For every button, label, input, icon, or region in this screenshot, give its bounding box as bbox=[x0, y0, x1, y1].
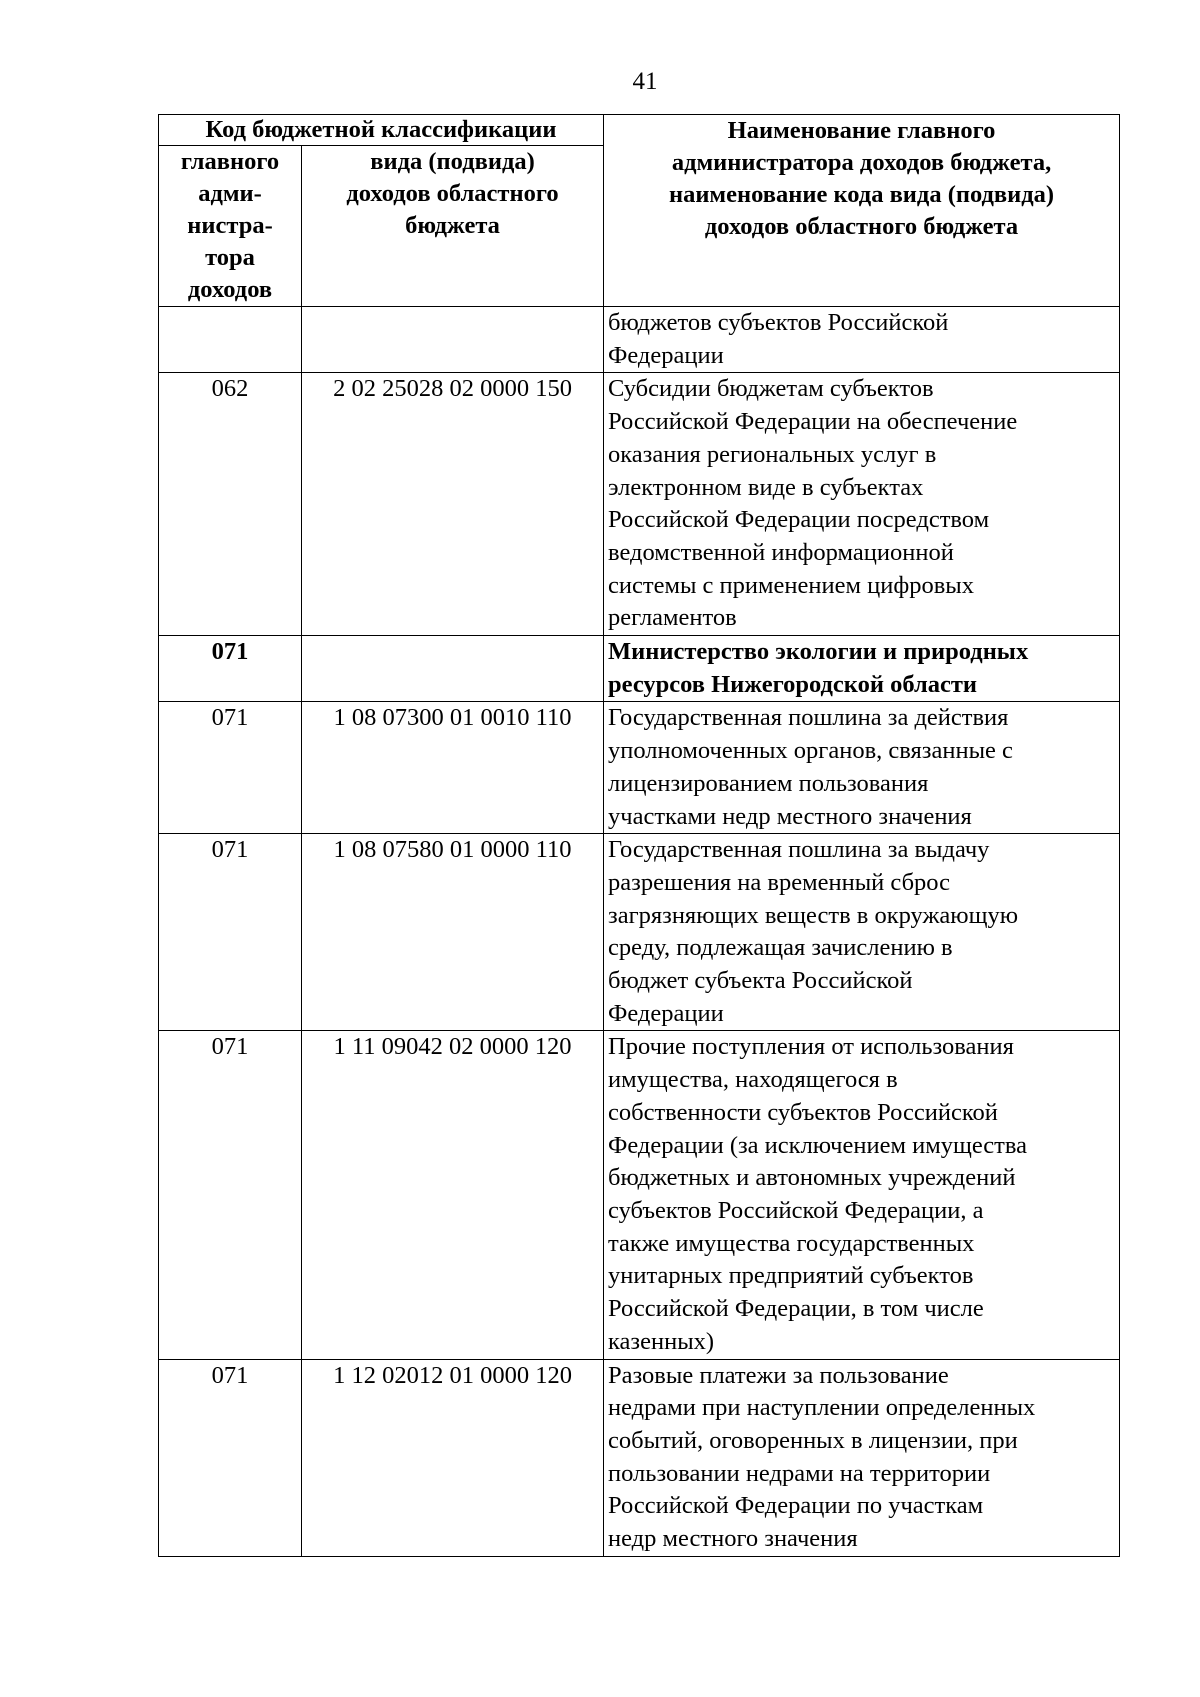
description-line: оказания региональных услуг в bbox=[608, 440, 937, 468]
description-line: лицензированием пользования bbox=[608, 769, 929, 797]
header-code-column bbox=[302, 146, 604, 307]
description-line: Российской Федерации посредством bbox=[608, 506, 990, 534]
income-code-cell: 1 08 07300 01 0010 110 bbox=[302, 702, 604, 834]
description-line: Прочие поступления от использования bbox=[608, 1033, 1014, 1061]
description-cell bbox=[604, 1359, 1120, 1556]
description-line: Федерации bbox=[608, 999, 724, 1027]
table-row bbox=[159, 373, 1120, 636]
description-line: также имущества государственных bbox=[608, 1229, 975, 1257]
table-row bbox=[159, 636, 1120, 702]
description-line: Министерство экологии и природных bbox=[608, 638, 1029, 666]
description-line: недрами при наступлении определенных bbox=[608, 1394, 1036, 1422]
description-line: Российской Федерации на обеспечение bbox=[608, 408, 1018, 436]
description-line: Разовые платежи за пользование bbox=[608, 1361, 949, 1389]
description-line: Субсидии бюджетам субъектов bbox=[608, 375, 934, 403]
header-admin-column bbox=[159, 146, 302, 307]
header-name-line: наименование кода вида (подвида) bbox=[668, 181, 1055, 208]
income-code-cell: 1 11 09042 02 0000 120 bbox=[302, 1031, 604, 1359]
admin-code-cell: 071 bbox=[159, 1031, 302, 1359]
description-line: недр местного значения bbox=[608, 1525, 858, 1553]
description-line: имущества, находящегося в bbox=[608, 1066, 898, 1094]
header-code-line: доходов областного bbox=[346, 180, 559, 207]
description-cell bbox=[604, 834, 1120, 1031]
description-line: ресурсов Нижегородской области bbox=[608, 670, 977, 698]
description-cell bbox=[604, 373, 1120, 636]
income-code-cell bbox=[302, 307, 604, 373]
description-line: уполномоченных органов, связанные с bbox=[608, 737, 1013, 765]
admin-code-cell: 071 bbox=[159, 702, 302, 834]
description-line: Федерации (за исключением имущества bbox=[608, 1131, 1028, 1159]
table-body bbox=[159, 307, 1120, 1557]
description-line: событий, оговоренных в лицензии, при bbox=[608, 1426, 1018, 1454]
description-line: бюджетов субъектов Российской bbox=[608, 309, 949, 336]
description-line: участками недр местного значения bbox=[608, 802, 972, 830]
description-line: Федерации bbox=[608, 341, 724, 369]
header-admin-line: тора bbox=[205, 244, 255, 271]
income-code-cell: 2 02 25028 02 0000 150 bbox=[302, 373, 604, 636]
description-line: ведомственной информационной bbox=[608, 538, 954, 566]
table-row bbox=[159, 834, 1120, 1031]
description-line: среду, подлежащая зачислению в bbox=[608, 934, 953, 962]
description-line: казенных) bbox=[608, 1327, 715, 1355]
header-code-line: бюджета bbox=[405, 212, 500, 239]
description-line: Государственная пошлина за действия bbox=[608, 704, 1009, 732]
admin-code-cell: 062 bbox=[159, 373, 302, 636]
description-line: собственности субъектов Российской bbox=[608, 1098, 998, 1126]
description-line: пользовании недрами на территории bbox=[608, 1459, 991, 1487]
header-code-line: вида (подвида) bbox=[370, 148, 535, 175]
description-cell bbox=[604, 1031, 1120, 1359]
header-admin-line: доходов bbox=[187, 276, 273, 303]
header-admin-line: адми- bbox=[198, 180, 262, 207]
table-row bbox=[159, 307, 1120, 373]
description-line: электронном виде в субъектах bbox=[608, 473, 924, 501]
header-budget-classification: Код бюджетной классификации bbox=[159, 115, 604, 146]
admin-code-cell: 071 bbox=[159, 834, 302, 1031]
table-row bbox=[159, 1031, 1120, 1359]
description-line: субъектов Российской Федерации, а bbox=[608, 1196, 984, 1224]
header-name-line: администратора доходов бюджета, bbox=[671, 149, 1052, 176]
admin-code-cell: 071 bbox=[159, 636, 302, 702]
budget-classification-table bbox=[158, 114, 1120, 1557]
description-cell bbox=[604, 307, 1120, 373]
description-line: бюджетных и автономных учреждений bbox=[608, 1164, 1016, 1192]
description-line: системы с применением цифровых bbox=[608, 571, 974, 599]
income-code-cell: 1 08 07580 01 0000 110 bbox=[302, 834, 604, 1031]
page-number: 41 bbox=[632, 68, 658, 95]
description-cell bbox=[604, 636, 1120, 702]
admin-code-cell bbox=[159, 307, 302, 373]
income-code-cell: 1 12 02012 01 0000 120 bbox=[302, 1359, 604, 1556]
description-line: унитарных предприятий субъектов bbox=[608, 1262, 974, 1290]
description-line: Российской Федерации, в том числе bbox=[608, 1295, 984, 1323]
description-line: Российской Федерации по участкам bbox=[608, 1492, 984, 1520]
description-line: регламентов bbox=[608, 604, 737, 632]
header-admin-line: главного bbox=[180, 148, 280, 175]
admin-code-cell: 071 bbox=[159, 1359, 302, 1556]
header-admin-line: нистра- bbox=[187, 212, 273, 239]
header-name-line: доходов областного бюджета bbox=[704, 213, 1019, 240]
income-code-cell bbox=[302, 636, 604, 702]
table-row bbox=[159, 702, 1120, 834]
description-cell bbox=[604, 702, 1120, 834]
header-name-column bbox=[604, 115, 1120, 307]
header-name-line: Наименование главного bbox=[727, 117, 996, 144]
description-line: разрешения на временный сброс bbox=[608, 868, 951, 896]
table-row bbox=[159, 1359, 1120, 1556]
description-line: бюджет субъекта Российской bbox=[608, 967, 913, 995]
description-line: загрязняющих веществ в окружающую bbox=[608, 901, 1018, 929]
description-line: Государственная пошлина за выдачу bbox=[608, 836, 990, 864]
